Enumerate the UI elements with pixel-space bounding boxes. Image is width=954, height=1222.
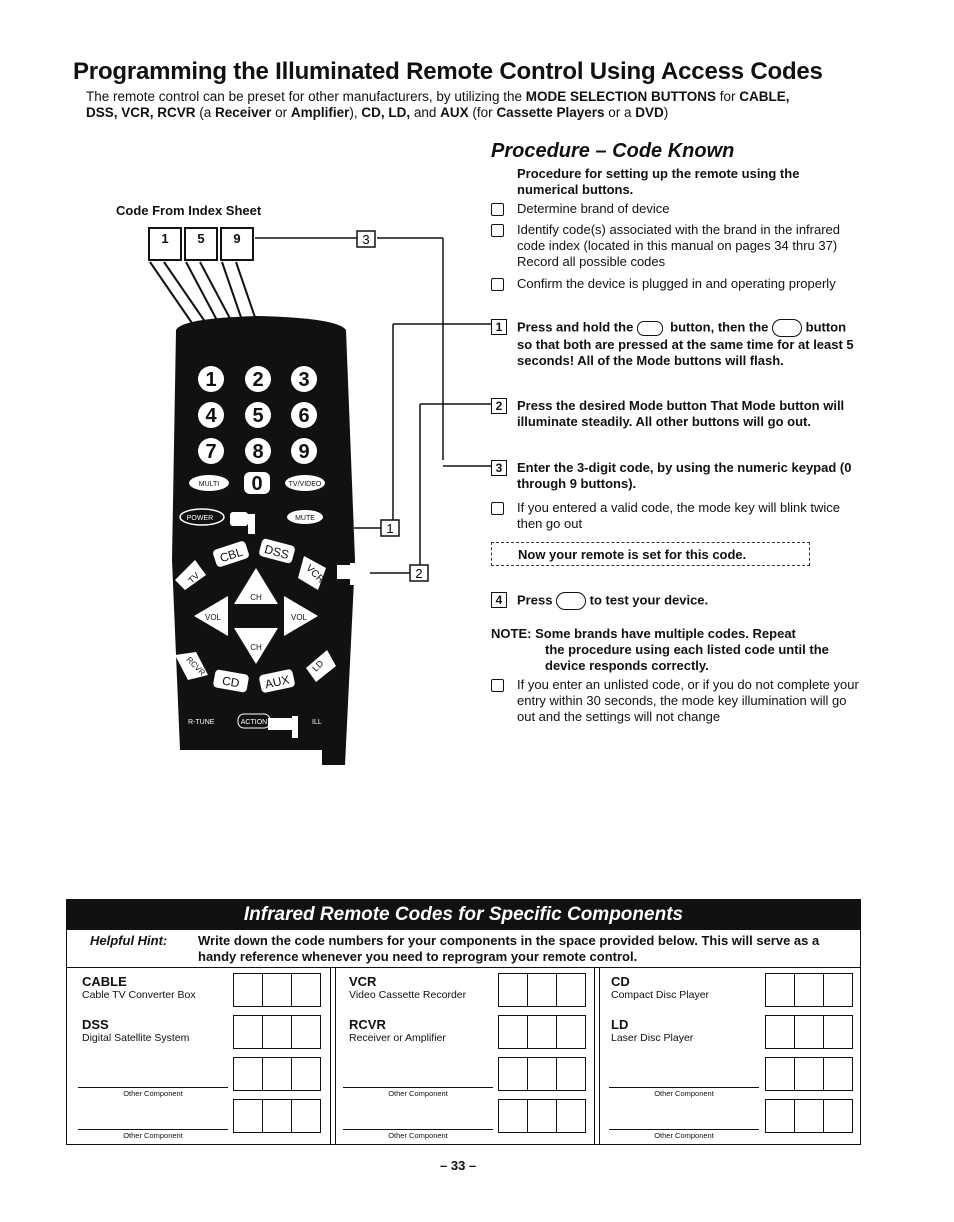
step-number-2: 2 — [491, 398, 507, 414]
key-6: 6 — [298, 405, 310, 427]
code-digit-1: 1 — [148, 227, 182, 261]
key-0: 0 — [251, 473, 263, 495]
multi-button: MULTI — [198, 481, 220, 488]
step-identify-codes: Identify code(s) associated with the brand in the infrared code index (located in this manual on pages 34 thru 37) Record all possible codes — [491, 222, 859, 270]
checkbox-icon — [491, 224, 504, 237]
checkbox-icon — [491, 679, 504, 692]
vol-up-button: VOL — [290, 613, 308, 622]
rcvr-desc: Receiver or Amplifier — [349, 1032, 446, 1044]
tvvideo-button: TV/VIDEO — [288, 481, 322, 488]
intro-paragraph: The remote control can be preset for other manufacturers, by utilizing the MODE SELECTION BUTTONS for CABLE, DSS, VCR, RCVR (a Receiver or Amplifier), CD, LD, and AUX (for Cassette Players or a DVD) — [86, 89, 790, 120]
power-button-icon — [772, 319, 802, 337]
ld-mode-button: LD — [310, 658, 326, 674]
other-component-line — [343, 1129, 493, 1130]
key-5: 5 — [252, 405, 264, 427]
action-button-icon — [637, 321, 663, 336]
key-9: 9 — [298, 441, 310, 463]
table-divider — [67, 967, 860, 968]
other-code-box[interactable] — [765, 1099, 853, 1133]
other-code-box[interactable] — [498, 1057, 586, 1091]
page-title: Programming the Illuminated Remote Control Using Access Codes — [73, 58, 823, 85]
rcvr-mode-button: RCVR — [184, 655, 207, 678]
other-component-label: Other Component — [388, 1131, 448, 1140]
cbl-mode-button: CBL — [218, 544, 245, 566]
action-button: ACTION — [240, 719, 268, 726]
other-code-box[interactable] — [233, 1099, 321, 1133]
power-button: POWER — [186, 515, 214, 522]
other-code-box[interactable] — [233, 1057, 321, 1091]
other-component-label: Other Component — [388, 1089, 448, 1098]
step-4: 4 Press to test your device. — [491, 592, 859, 610]
callout-2-label: 2 — [415, 566, 423, 581]
helpful-hint: Helpful Hint: Write down the code numbers for your components in the space provided below. This will serve as a handy reference whenever you need to reprogram your remote control. — [90, 933, 820, 964]
rcvr-code-box[interactable] — [498, 1015, 586, 1049]
note-block: NOTE: Some brands have multiple codes. Repeat the procedure using each listed code until the device responds correctly. — [491, 626, 829, 673]
ch-up-button: CH — [250, 593, 262, 602]
aux-mode-button: AUX — [263, 672, 291, 692]
mute-button: MUTE — [295, 515, 315, 522]
checkbox-icon — [491, 502, 504, 515]
key-3: 3 — [298, 369, 310, 391]
power-button-icon — [556, 592, 586, 610]
callout-3-label: 3 — [362, 232, 370, 247]
code-digit-2: 5 — [184, 227, 218, 261]
other-component-label: Other Component — [654, 1131, 714, 1140]
codes-table-header: Infrared Remote Codes for Specific Components — [67, 900, 860, 930]
dss-mode-button: DSS — [263, 542, 291, 562]
checkbox-icon — [491, 278, 504, 291]
ill-label: ILL — [312, 719, 322, 726]
cd-mode-button: CD — [221, 673, 241, 691]
key-2: 2 — [252, 369, 264, 391]
step-3: 3 Enter the 3-digit code, by using the numeric keypad (0 through 9 buttons). — [491, 460, 859, 492]
other-component-line — [609, 1087, 759, 1088]
key-7: 7 — [205, 441, 217, 463]
key-4: 4 — [205, 405, 217, 427]
other-component-label: Other Component — [654, 1089, 714, 1098]
unlisted-code-note: If you enter an unlisted code, or if you do not complete your entry within 30 seconds, the mode key illumination will go out and the settings will not change — [491, 677, 859, 725]
checkbox-icon — [491, 203, 504, 216]
step-number-3: 3 — [491, 460, 507, 476]
tv-mode-button: TV — [186, 570, 202, 586]
cd-label: CD — [611, 974, 630, 989]
step-1: 1 Press and hold the button, then the button so that both are pressed at the same time for at least 5 seconds! All of the Mode buttons will flash. — [491, 319, 859, 369]
step-confirm-device: Confirm the device is plugged in and operating properly — [491, 276, 859, 292]
procedure-subheading: Procedure for setting up the remote using the numerical buttons. — [517, 166, 800, 197]
other-component-line — [78, 1129, 228, 1130]
vol-down-button: VOL — [204, 613, 222, 622]
dss-desc: Digital Satellite System — [82, 1032, 190, 1044]
page-number: – 33 – — [440, 1158, 477, 1173]
cable-desc: Cable TV Converter Box — [82, 989, 196, 1001]
other-component-label: Other Component — [123, 1089, 183, 1098]
other-code-box[interactable] — [498, 1099, 586, 1133]
ld-label: LD — [611, 1017, 629, 1032]
code-from-index-label: Code From Index Sheet — [116, 203, 262, 218]
cable-label: CABLE — [82, 974, 127, 989]
callout-1-label: 1 — [386, 521, 394, 536]
ch-down-button: CH — [250, 643, 262, 652]
other-component-line — [78, 1087, 228, 1088]
digit-pointer-lines — [150, 262, 258, 326]
other-component-line — [343, 1087, 493, 1088]
play-label: PLAY — [238, 751, 266, 763]
key-1: 1 — [205, 369, 217, 391]
step-number-1: 1 — [491, 319, 507, 335]
vcr-label: VCR — [349, 974, 377, 989]
cd-desc: Compact Disc Player — [611, 989, 710, 1001]
step-number-4: 4 — [491, 592, 507, 608]
code-digit-3: 9 — [220, 227, 254, 261]
rew-label: REW — [192, 751, 218, 763]
key-8: 8 — [252, 441, 264, 463]
set-message: Now your remote is set for this code. — [518, 547, 747, 562]
ld-desc: Laser Disc Player — [611, 1032, 694, 1044]
step-determine-brand: Determine brand of device — [491, 201, 859, 217]
ld-code-box[interactable] — [765, 1015, 853, 1049]
valid-code-note: If you entered a valid code, the mode key will blink twice then go out — [491, 500, 859, 532]
vcr-mode-button: VCR — [303, 562, 327, 586]
ff-label: FF — [296, 751, 310, 763]
other-component-line — [609, 1129, 759, 1130]
cd-code-box[interactable] — [765, 973, 853, 1007]
vcr-desc: Video Cassette Recorder — [349, 989, 467, 1001]
other-component-label: Other Component — [123, 1131, 183, 1140]
vcr-code-box[interactable] — [498, 973, 586, 1007]
procedure-heading: Procedure – Code Known — [491, 140, 735, 162]
column-divider — [330, 967, 336, 1145]
step-2: 2 Press the desired Mode button That Mode button will illuminate steadily. All other buttons will go out. — [491, 398, 859, 430]
column-divider — [594, 967, 600, 1145]
dss-code-box[interactable] — [233, 1015, 321, 1049]
rtune-label: R-TUNE — [188, 719, 215, 726]
cable-code-box[interactable] — [233, 973, 321, 1007]
rcvr-label: RCVR — [349, 1017, 386, 1032]
dss-label: DSS — [82, 1017, 109, 1032]
other-code-box[interactable] — [765, 1057, 853, 1091]
